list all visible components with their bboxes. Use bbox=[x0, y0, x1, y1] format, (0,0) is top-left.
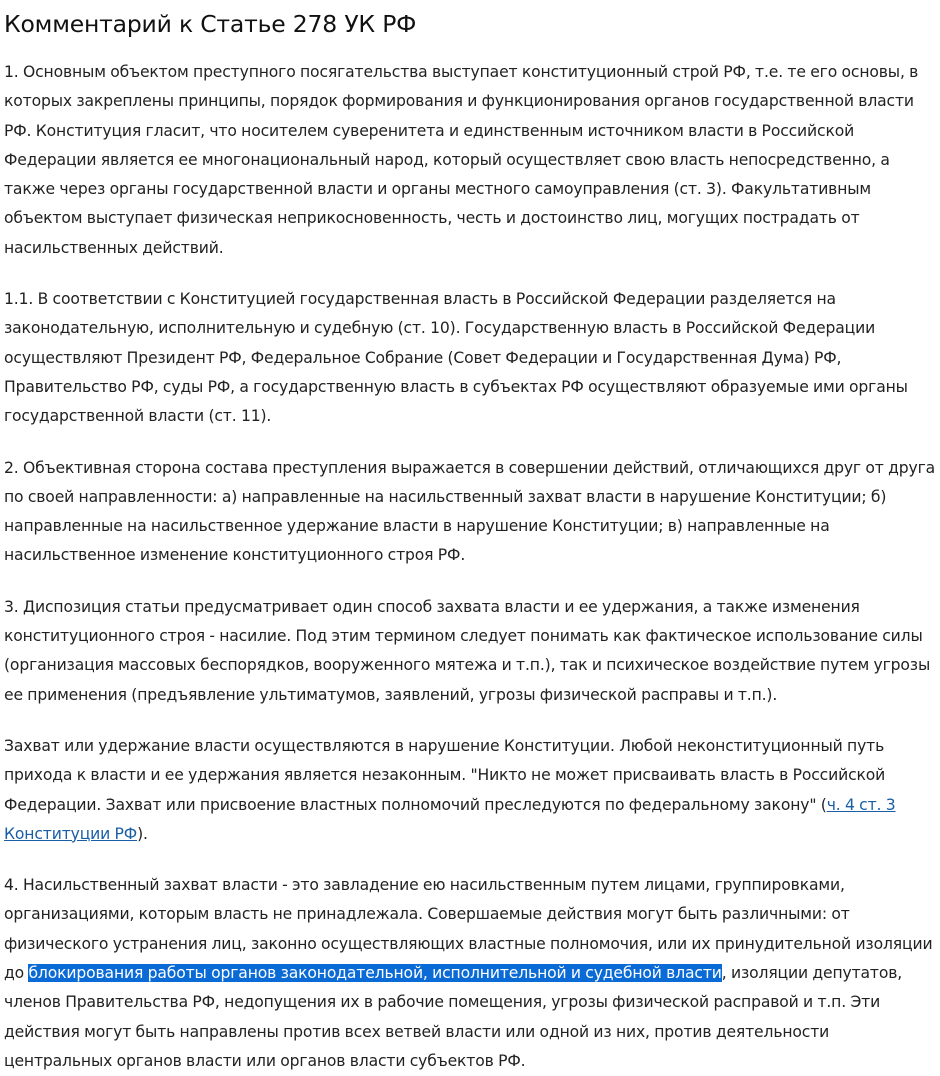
paragraph-2: 2. Объективная сторона состава преступления выражается в совершении действий, отличающихся друг от друга по своей направленности: а) направленные на насильственный захват власти в нарушение Конституции; б) направленные на насильственное удержание власти в нарушение Конституции; в) направленные на насильственное изменение конституционного строя РФ. bbox=[4, 458, 936, 565]
paragraph-1-1: 1.1. В соответствии с Конституцией государственная власть в Российской Федерации разделяется на законодательную, исполнительную и судебную (ст. 10). Государственную власть в Российской Федерации осуществляют Президент РФ, Федеральное Собрание (Совет Федерации и Государственная Дума) РФ, Правительство РФ, суды РФ, а государственную власть в субъектах РФ осуществляют образуемые ими органы государственной власти (ст. 11). bbox=[4, 290, 908, 426]
paragraph-4 bbox=[4, 871, 940, 1076]
paragraph-1: 1. Основным объектом преступного посягательства выступает конституционный строй РФ, т.е. те его основы, в которых закреплены принципы, порядок формирования и функционирования органов государственной власти РФ. Конституция гласит, что носителем суверенитета и единственным источником власти в Российской Федерации является ее многонациональный народ, который осуществляет свою власть непосредственно, а также через органы государственной власти и органы местного самоуправления (ст. 3). Факультативным объектом выступает физическая неприкосновенность, честь и достоинство лиц, могущих пострадать от насильственных действий. bbox=[4, 63, 919, 257]
selected-text-highlight[interactable]: блокирования работы органов законодательной, исполнительной и судебной власти bbox=[28, 964, 722, 983]
paragraph-seizure bbox=[4, 732, 940, 849]
paragraph-seizure-end: ). bbox=[137, 824, 148, 843]
page-title: Комментарий к Статье 278 УК РФ bbox=[4, 10, 417, 38]
paragraph-4-text: 4. Насильственный захват власти - это завладение ею насильственным путем лицами, группировками, организациями, которым власть не принадлежала. Совершаемые действия могут быть различными: от физического устранения лиц, законно осуществляющих властные полномочия, или их принудительной изоляции до bbox=[4, 876, 933, 983]
paragraph-3: 3. Диспозиция статьи предусматривает один способ захвата власти и ее удержания, а также изменения конституционного строя - насилие. Под этим термином следует понимать как фактическое использование силы (организация массовых беспорядков, вооруженного мятежа и т.п.), так и психическое воздействие путем угрозы ее применения (предъявление ультиматумов, заявлений, угрозы физической расправы и т.п.). bbox=[4, 597, 931, 704]
paragraph-seizure-text: Захват или удержание власти осуществляются в нарушение Конституции. Любой неконституционный путь прихода к власти и ее удержания является незаконным. "Никто не может присваивать власть в Российской Федерации. Захват или присвоение властных полномочий преследуются по федеральному закону" ( bbox=[4, 736, 886, 814]
paragraph-4-end: , изоляции депутатов, членов Правительства РФ, недопущения их в рабочие помещения, угрозы физической расправой и т.п. Эти действия могут быть направлены против всех ветвей власти или одной из них, против деятельности центральных органов власти или органов власти субъектов РФ. bbox=[4, 964, 903, 1070]
constitution-article-link[interactable]: ч. 4 ст. 3 Конституции РФ bbox=[4, 795, 896, 843]
